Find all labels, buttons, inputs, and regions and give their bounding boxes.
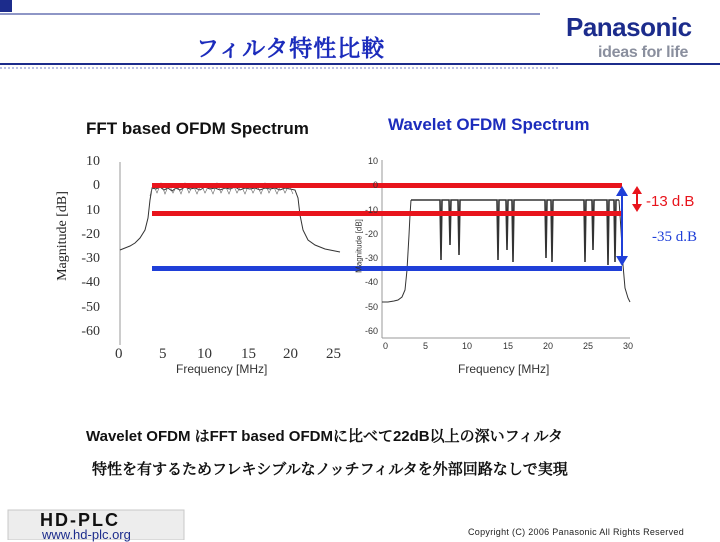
left-chart bbox=[120, 162, 340, 345]
right-chart-yticks bbox=[352, 156, 378, 350]
red-level-line-fft bbox=[152, 211, 622, 216]
copyright-text: Copyright (C) 2006 Panasonic All Rights Reserved bbox=[468, 527, 684, 537]
left-chart-title: FFT based OFDM Spectrum bbox=[86, 119, 309, 138]
right-xtick: 0 bbox=[383, 341, 389, 351]
right-xtick: 25 bbox=[583, 341, 594, 351]
left-xtick: 20 bbox=[283, 346, 298, 362]
brand-tagline: ideas for life bbox=[598, 44, 689, 61]
right-xtick: 15 bbox=[503, 341, 514, 351]
right-xtick: 10 bbox=[462, 341, 473, 351]
left-ytick: 0 bbox=[93, 178, 100, 194]
left-ytick: -40 bbox=[81, 275, 100, 291]
left-chart-ylabel: Magnitude [dB] bbox=[55, 191, 70, 281]
right-chart-title: Wavelet OFDM Spectrum bbox=[388, 115, 590, 134]
summary-line-1: Wavelet OFDM はFFT based OFDMに比べて22dB以上の深いフィルタ bbox=[86, 428, 563, 445]
left-xtick: 0 bbox=[115, 346, 123, 362]
left-ytick: -50 bbox=[81, 299, 100, 315]
corner-square bbox=[0, 0, 12, 12]
right-ytick: -30 bbox=[364, 253, 378, 264]
right-ytick: -60 bbox=[364, 326, 378, 337]
brand-logo: Panasonic bbox=[566, 12, 692, 42]
red-depth-arrow bbox=[632, 186, 642, 212]
left-chart-yticks bbox=[72, 154, 100, 348]
right-ytick: -50 bbox=[364, 301, 378, 312]
left-spectrum-trace bbox=[120, 187, 340, 252]
right-xtick: 20 bbox=[543, 341, 554, 351]
left-ytick: 10 bbox=[86, 202, 100, 218]
right-ytick: 10 bbox=[367, 156, 378, 166]
left-ytick: -60 bbox=[81, 324, 100, 340]
right-ytick: -10 bbox=[364, 204, 378, 215]
hdplc-logo: HD-PLC bbox=[40, 510, 120, 530]
fft-depth-label: -13 d.B bbox=[646, 193, 695, 210]
blue-level-line-wavelet bbox=[152, 266, 622, 271]
right-chart-xlabel: Frequency [MHz] bbox=[458, 362, 550, 376]
right-xtick: 30 bbox=[623, 341, 634, 351]
left-xtick: 15 bbox=[241, 346, 256, 362]
right-ytick: -20 bbox=[364, 228, 378, 239]
left-ytick: -30 bbox=[81, 251, 100, 267]
hdplc-url[interactable]: www.hd-plc.org bbox=[42, 527, 131, 542]
left-xtick: 10 bbox=[197, 346, 212, 362]
right-xtick: 5 bbox=[423, 341, 429, 351]
red-level-line-top bbox=[152, 183, 622, 188]
right-chart-ylabel: Magnitude [dB] bbox=[354, 219, 364, 273]
left-ytick: 10 bbox=[86, 154, 100, 169]
left-xtick: 5 bbox=[159, 346, 167, 362]
left-ytick: -20 bbox=[81, 226, 100, 242]
right-ytick: 0 bbox=[372, 180, 378, 191]
left-chart-xlabel: Frequency [MHz] bbox=[176, 362, 268, 376]
left-xtick: 25 bbox=[326, 346, 341, 362]
right-ytick: -40 bbox=[364, 277, 378, 288]
summary-line-2: 特性を有するためフレキシブルなノッチフィルタを外部回路なしで実現 bbox=[92, 461, 568, 478]
wavelet-depth-label: -35 d.B bbox=[652, 229, 697, 245]
slide-title: フィルタ特性比較 bbox=[196, 35, 386, 61]
